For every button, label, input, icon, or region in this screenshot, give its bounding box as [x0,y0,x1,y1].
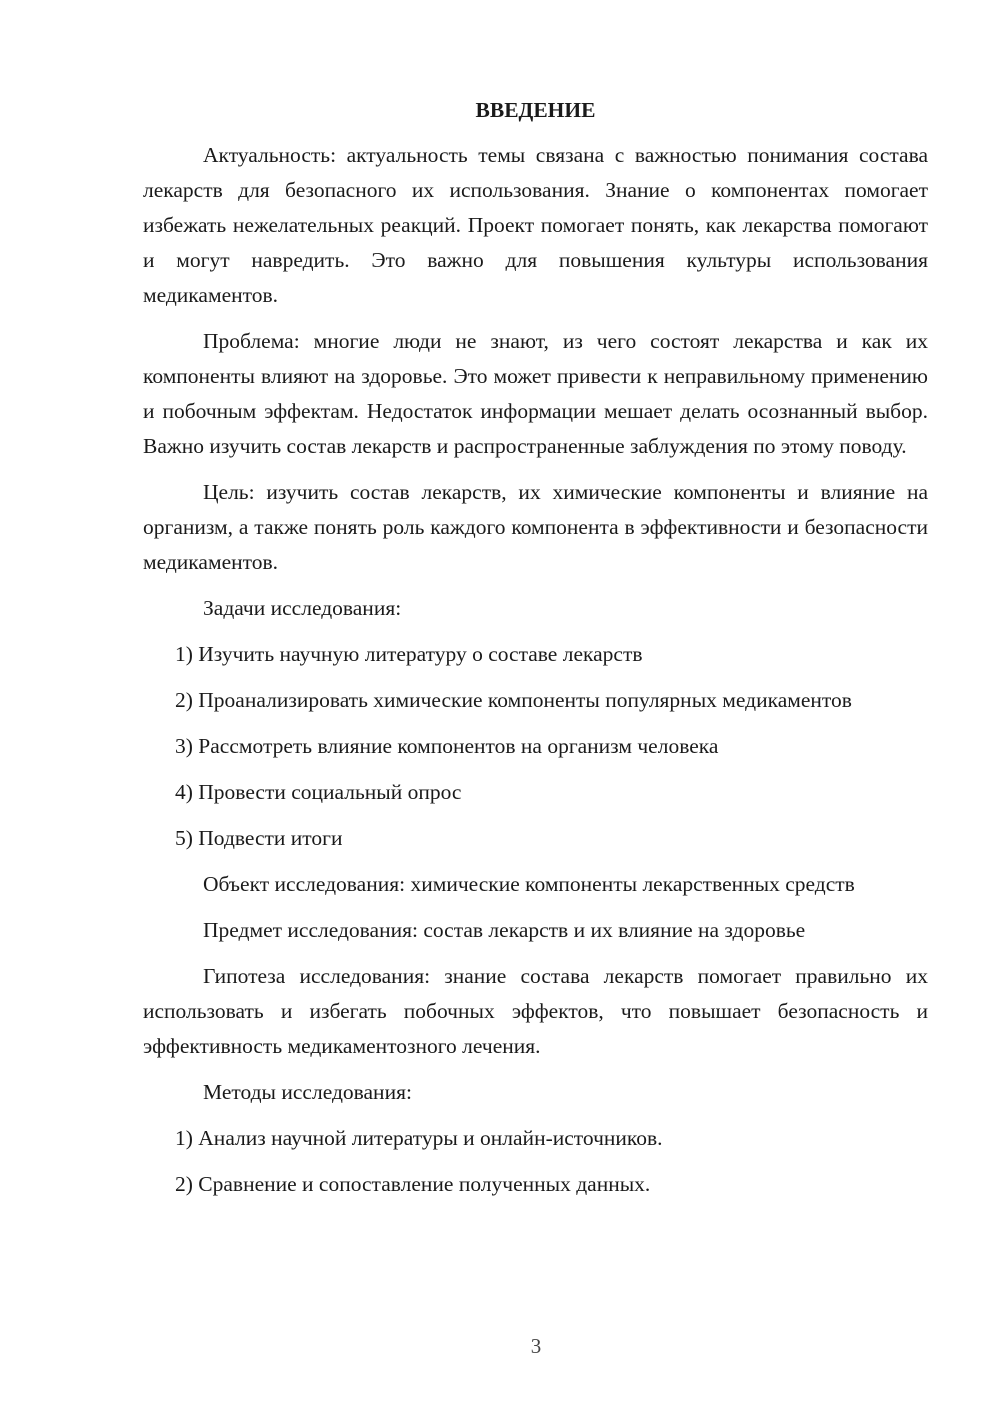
task-item: 2) Проанализировать химические компоненты популярных медикаментов [175,688,852,712]
goal-paragraph: Цель: изучить состав лекарств, их химические компоненты и влияние на организм, а также понять роль каждого компонента в эффективности и безопасности медикаментов. [143,480,928,574]
object-paragraph: Объект исследования: химические компоненты лекарственных средств [203,872,855,896]
task-item: 5) Подвести итоги [175,826,343,850]
problem-paragraph: Проблема: многие люди не знают, из чего состоят лекарства и как их компоненты влияют на здоровье. Это может привести к неправильному применению и побочным эффектам. Недостаток информации мешает делать осознанный выбор. Важно изучить состав лекарств и распространенные заблуждения по этому поводу. [143,329,928,458]
method-item: 1) Анализ научной литературы и онлайн-источников. [175,1126,663,1150]
section-title: ВВЕДЕНИЕ [475,98,596,122]
tasks-heading: Задачи исследования: [203,596,402,620]
task-item: 3) Рассмотреть влияние компонентов на организм человека [175,734,719,758]
methods-heading: Методы исследования: [203,1080,412,1104]
method-item: 2) Сравнение и сопоставление полученных данных. [175,1172,651,1196]
page-number: 3 [530,1334,542,1358]
hypothesis-paragraph: Гипотеза исследования: знание состава лекарств помогает правильно их использовать и избегать побочных эффектов, что повышает безопасность и эффективность медикаментозного лечения. [143,964,928,1058]
relevance-paragraph: Актуальность: актуальность темы связана с важностью понимания состава лекарств для безопасного их использования. Знание о компонентах помогает избежать нежелательных реакций. Проект помогает понять, как лекарства помогают и могут навредить. Это важно для повышения культуры использования медикаментов. [143,143,928,307]
task-item: 4) Провести социальный опрос [175,780,462,804]
task-item: 1) Изучить научную литературу о составе лекарств [175,642,643,666]
document-page [143,93,928,1213]
subject-paragraph: Предмет исследования: состав лекарств и их влияние на здоровье [203,918,806,942]
